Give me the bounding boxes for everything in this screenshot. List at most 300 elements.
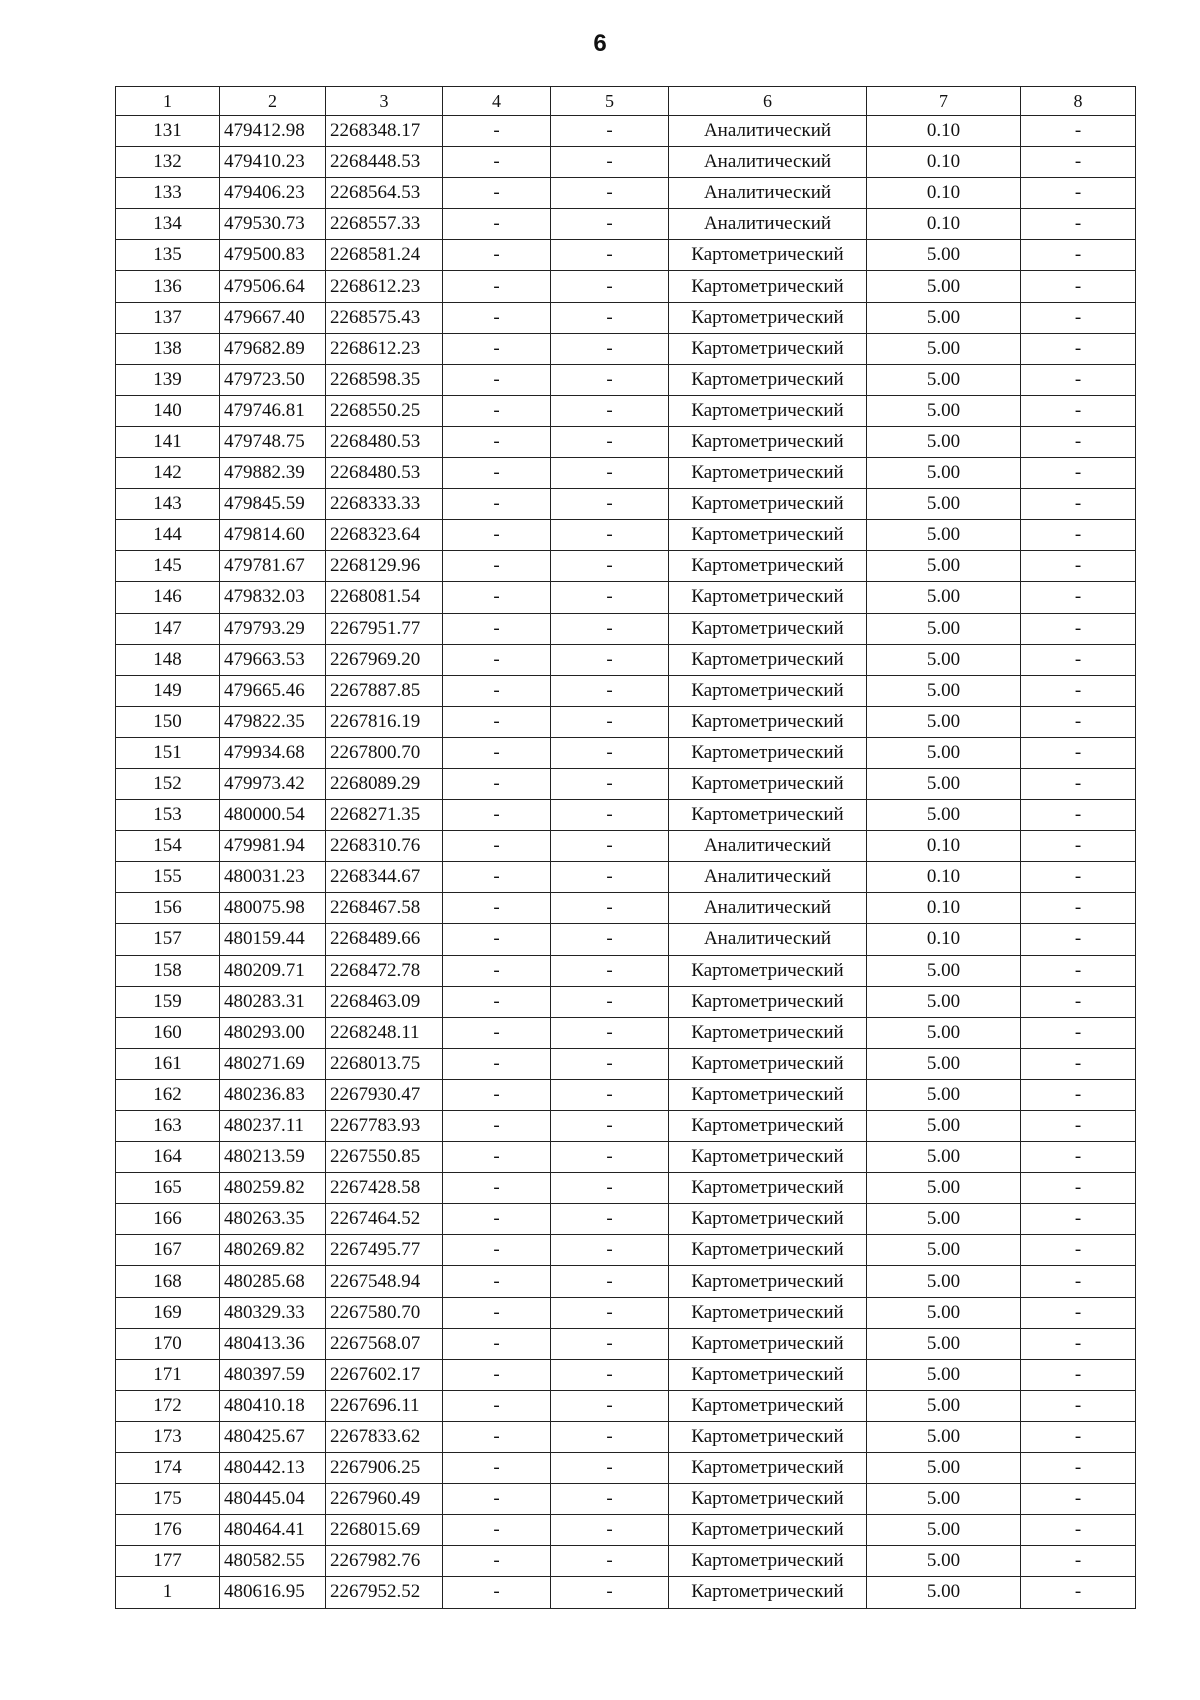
accuracy-cell: 5.00 <box>867 302 1021 333</box>
accuracy-cell: 0.10 <box>867 178 1021 209</box>
method-cell: Аналитический <box>669 116 867 147</box>
accuracy-cell: 5.00 <box>867 1048 1021 1079</box>
col4-cell: - <box>443 240 551 271</box>
col5-cell: - <box>551 489 669 520</box>
col8-cell: - <box>1021 924 1136 955</box>
point-number-cell: 143 <box>116 489 220 520</box>
accuracy-cell: 5.00 <box>867 986 1021 1017</box>
table-header-row <box>116 87 1136 116</box>
col5-cell: - <box>551 924 669 955</box>
col8-cell: - <box>1021 831 1136 862</box>
y-coordinate-cell: 2267887.85 <box>326 675 443 706</box>
y-coordinate-cell: 2268557.33 <box>326 209 443 240</box>
col4-cell: - <box>443 551 551 582</box>
col4-cell: - <box>443 302 551 333</box>
accuracy-cell: 5.00 <box>867 1390 1021 1421</box>
col8-cell: - <box>1021 364 1136 395</box>
col5-cell: - <box>551 582 669 613</box>
method-cell: Картометрический <box>669 1235 867 1266</box>
x-coordinate-cell: 480616.95 <box>220 1577 326 1608</box>
col8-cell: - <box>1021 1048 1136 1079</box>
col8-cell: - <box>1021 706 1136 737</box>
table-row <box>116 333 1136 364</box>
col4-cell: - <box>443 1266 551 1297</box>
point-number-cell: 132 <box>116 147 220 178</box>
col8-cell: - <box>1021 1017 1136 1048</box>
x-coordinate-cell: 479500.83 <box>220 240 326 271</box>
method-cell: Картометрический <box>669 675 867 706</box>
point-number-cell: 153 <box>116 800 220 831</box>
table-row <box>116 240 1136 271</box>
method-cell: Картометрический <box>669 1577 867 1608</box>
point-number-cell: 134 <box>116 209 220 240</box>
table-row <box>116 271 1136 302</box>
col8-cell: - <box>1021 1328 1136 1359</box>
y-coordinate-cell: 2268612.23 <box>326 271 443 302</box>
col4-cell: - <box>443 644 551 675</box>
x-coordinate-cell: 480582.55 <box>220 1546 326 1577</box>
header-cell: 2 <box>220 87 326 116</box>
col8-cell: - <box>1021 116 1136 147</box>
col5-cell: - <box>551 1048 669 1079</box>
table-row <box>116 1546 1136 1577</box>
point-number-cell: 138 <box>116 333 220 364</box>
y-coordinate-cell: 2268467.58 <box>326 893 443 924</box>
accuracy-cell: 0.10 <box>867 116 1021 147</box>
x-coordinate-cell: 479682.89 <box>220 333 326 364</box>
method-cell: Картометрический <box>669 1204 867 1235</box>
method-cell: Картометрический <box>669 955 867 986</box>
table-row <box>116 1079 1136 1110</box>
table-row <box>116 426 1136 457</box>
x-coordinate-cell: 480263.35 <box>220 1204 326 1235</box>
y-coordinate-cell: 2268575.43 <box>326 302 443 333</box>
col4-cell: - <box>443 1235 551 1266</box>
col5-cell: - <box>551 1359 669 1390</box>
x-coordinate-cell: 480271.69 <box>220 1048 326 1079</box>
table-row <box>116 489 1136 520</box>
method-cell: Аналитический <box>669 924 867 955</box>
point-number-cell: 162 <box>116 1079 220 1110</box>
accuracy-cell: 5.00 <box>867 1142 1021 1173</box>
accuracy-cell: 5.00 <box>867 1484 1021 1515</box>
table-row <box>116 831 1136 862</box>
x-coordinate-cell: 479781.67 <box>220 551 326 582</box>
header-cell: 6 <box>669 87 867 116</box>
table-row <box>116 644 1136 675</box>
point-number-cell: 150 <box>116 706 220 737</box>
col8-cell: - <box>1021 1235 1136 1266</box>
y-coordinate-cell: 2267580.70 <box>326 1297 443 1328</box>
col8-cell: - <box>1021 768 1136 799</box>
col5-cell: - <box>551 1453 669 1484</box>
accuracy-cell: 0.10 <box>867 147 1021 178</box>
point-number-cell: 1 <box>116 1577 220 1608</box>
x-coordinate-cell: 479832.03 <box>220 582 326 613</box>
y-coordinate-cell: 2268081.54 <box>326 582 443 613</box>
col5-cell: - <box>551 1079 669 1110</box>
point-number-cell: 169 <box>116 1297 220 1328</box>
x-coordinate-cell: 479723.50 <box>220 364 326 395</box>
col4-cell: - <box>443 1515 551 1546</box>
method-cell: Картометрический <box>669 489 867 520</box>
col8-cell: - <box>1021 1297 1136 1328</box>
method-cell: Аналитический <box>669 178 867 209</box>
y-coordinate-cell: 2268480.53 <box>326 426 443 457</box>
method-cell: Картометрический <box>669 333 867 364</box>
table-row <box>116 706 1136 737</box>
y-coordinate-cell: 2267930.47 <box>326 1079 443 1110</box>
table-row <box>116 178 1136 209</box>
method-cell: Картометрический <box>669 800 867 831</box>
col4-cell: - <box>443 116 551 147</box>
point-number-cell: 155 <box>116 862 220 893</box>
method-cell: Картометрический <box>669 395 867 426</box>
col5-cell: - <box>551 1328 669 1359</box>
x-coordinate-cell: 479845.59 <box>220 489 326 520</box>
col4-cell: - <box>443 1173 551 1204</box>
x-coordinate-cell: 479934.68 <box>220 737 326 768</box>
y-coordinate-cell: 2268448.53 <box>326 147 443 178</box>
table-row <box>116 1111 1136 1142</box>
accuracy-cell: 5.00 <box>867 1515 1021 1546</box>
col5-cell: - <box>551 551 669 582</box>
col4-cell: - <box>443 1328 551 1359</box>
col5-cell: - <box>551 893 669 924</box>
accuracy-cell: 5.00 <box>867 768 1021 799</box>
table-row <box>116 364 1136 395</box>
col8-cell: - <box>1021 1173 1136 1204</box>
col8-cell: - <box>1021 893 1136 924</box>
x-coordinate-cell: 480293.00 <box>220 1017 326 1048</box>
y-coordinate-cell: 2268550.25 <box>326 395 443 426</box>
y-coordinate-cell: 2268581.24 <box>326 240 443 271</box>
method-cell: Картометрический <box>669 1515 867 1546</box>
x-coordinate-cell: 480213.59 <box>220 1142 326 1173</box>
col8-cell: - <box>1021 613 1136 644</box>
col8-cell: - <box>1021 1111 1136 1142</box>
y-coordinate-cell: 2267951.77 <box>326 613 443 644</box>
col4-cell: - <box>443 1079 551 1110</box>
col5-cell: - <box>551 426 669 457</box>
accuracy-cell: 5.00 <box>867 1359 1021 1390</box>
col8-cell: - <box>1021 800 1136 831</box>
x-coordinate-cell: 480442.13 <box>220 1453 326 1484</box>
accuracy-cell: 0.10 <box>867 209 1021 240</box>
y-coordinate-cell: 2268489.66 <box>326 924 443 955</box>
table-row <box>116 1204 1136 1235</box>
x-coordinate-cell: 479663.53 <box>220 644 326 675</box>
x-coordinate-cell: 480236.83 <box>220 1079 326 1110</box>
method-cell: Аналитический <box>669 862 867 893</box>
x-coordinate-cell: 480397.59 <box>220 1359 326 1390</box>
col5-cell: - <box>551 613 669 644</box>
col5-cell: - <box>551 1577 669 1608</box>
col4-cell: - <box>443 924 551 955</box>
y-coordinate-cell: 2268333.33 <box>326 489 443 520</box>
col8-cell: - <box>1021 1546 1136 1577</box>
col4-cell: - <box>443 768 551 799</box>
header-cell: 4 <box>443 87 551 116</box>
y-coordinate-cell: 2268248.11 <box>326 1017 443 1048</box>
method-cell: Картометрический <box>669 1390 867 1421</box>
accuracy-cell: 5.00 <box>867 582 1021 613</box>
col8-cell: - <box>1021 955 1136 986</box>
accuracy-cell: 5.00 <box>867 955 1021 986</box>
table-row <box>116 1235 1136 1266</box>
x-coordinate-cell: 480425.67 <box>220 1421 326 1452</box>
method-cell: Аналитический <box>669 893 867 924</box>
col5-cell: - <box>551 1235 669 1266</box>
col4-cell: - <box>443 395 551 426</box>
point-number-cell: 156 <box>116 893 220 924</box>
accuracy-cell: 5.00 <box>867 1235 1021 1266</box>
col4-cell: - <box>443 1390 551 1421</box>
method-cell: Картометрический <box>669 551 867 582</box>
point-number-cell: 175 <box>116 1484 220 1515</box>
point-number-cell: 154 <box>116 831 220 862</box>
x-coordinate-cell: 479506.64 <box>220 271 326 302</box>
col5-cell: - <box>551 147 669 178</box>
point-number-cell: 149 <box>116 675 220 706</box>
col4-cell: - <box>443 1421 551 1452</box>
col4-cell: - <box>443 1204 551 1235</box>
method-cell: Аналитический <box>669 831 867 862</box>
table-row <box>116 1390 1136 1421</box>
col8-cell: - <box>1021 1142 1136 1173</box>
point-number-cell: 164 <box>116 1142 220 1173</box>
method-cell: Картометрический <box>669 1359 867 1390</box>
y-coordinate-cell: 2267960.49 <box>326 1484 443 1515</box>
table-row <box>116 924 1136 955</box>
y-coordinate-cell: 2267800.70 <box>326 737 443 768</box>
col5-cell: - <box>551 302 669 333</box>
x-coordinate-cell: 479410.23 <box>220 147 326 178</box>
accuracy-cell: 5.00 <box>867 1421 1021 1452</box>
col4-cell: - <box>443 737 551 768</box>
method-cell: Картометрический <box>669 271 867 302</box>
col5-cell: - <box>551 862 669 893</box>
table-row <box>116 582 1136 613</box>
col8-cell: - <box>1021 582 1136 613</box>
x-coordinate-cell: 480237.11 <box>220 1111 326 1142</box>
point-number-cell: 140 <box>116 395 220 426</box>
table-row <box>116 1048 1136 1079</box>
point-number-cell: 159 <box>116 986 220 1017</box>
col4-cell: - <box>443 1297 551 1328</box>
method-cell: Картометрический <box>669 644 867 675</box>
y-coordinate-cell: 2267952.52 <box>326 1577 443 1608</box>
col5-cell: - <box>551 675 669 706</box>
col4-cell: - <box>443 489 551 520</box>
y-coordinate-cell: 2267906.25 <box>326 1453 443 1484</box>
y-coordinate-cell: 2267602.17 <box>326 1359 443 1390</box>
x-coordinate-cell: 479882.39 <box>220 458 326 489</box>
header-cell: 1 <box>116 87 220 116</box>
col5-cell: - <box>551 800 669 831</box>
col8-cell: - <box>1021 395 1136 426</box>
y-coordinate-cell: 2268463.09 <box>326 986 443 1017</box>
col8-cell: - <box>1021 1515 1136 1546</box>
x-coordinate-cell: 480285.68 <box>220 1266 326 1297</box>
col8-cell: - <box>1021 489 1136 520</box>
col5-cell: - <box>551 1266 669 1297</box>
x-coordinate-cell: 479981.94 <box>220 831 326 862</box>
table-row <box>116 862 1136 893</box>
method-cell: Картометрический <box>669 582 867 613</box>
x-coordinate-cell: 480464.41 <box>220 1515 326 1546</box>
accuracy-cell: 5.00 <box>867 364 1021 395</box>
col8-cell: - <box>1021 302 1136 333</box>
col4-cell: - <box>443 1359 551 1390</box>
x-coordinate-cell: 479793.29 <box>220 613 326 644</box>
method-cell: Картометрический <box>669 1017 867 1048</box>
point-number-cell: 173 <box>116 1421 220 1452</box>
col4-cell: - <box>443 1048 551 1079</box>
col8-cell: - <box>1021 520 1136 551</box>
col8-cell: - <box>1021 1204 1136 1235</box>
method-cell: Картометрический <box>669 1266 867 1297</box>
col5-cell: - <box>551 240 669 271</box>
y-coordinate-cell: 2267550.85 <box>326 1142 443 1173</box>
accuracy-cell: 0.10 <box>867 924 1021 955</box>
y-coordinate-cell: 2268323.64 <box>326 520 443 551</box>
accuracy-cell: 5.00 <box>867 551 1021 582</box>
point-number-cell: 147 <box>116 613 220 644</box>
y-coordinate-cell: 2268480.53 <box>326 458 443 489</box>
y-coordinate-cell: 2267816.19 <box>326 706 443 737</box>
point-number-cell: 177 <box>116 1546 220 1577</box>
y-coordinate-cell: 2267428.58 <box>326 1173 443 1204</box>
x-coordinate-cell: 480259.82 <box>220 1173 326 1204</box>
method-cell: Картометрический <box>669 364 867 395</box>
y-coordinate-cell: 2268344.67 <box>326 862 443 893</box>
table-row <box>116 893 1136 924</box>
col4-cell: - <box>443 271 551 302</box>
col5-cell: - <box>551 831 669 862</box>
x-coordinate-cell: 480413.36 <box>220 1328 326 1359</box>
table-row <box>116 302 1136 333</box>
col4-cell: - <box>443 1142 551 1173</box>
col4-cell: - <box>443 582 551 613</box>
y-coordinate-cell: 2268089.29 <box>326 768 443 799</box>
y-coordinate-cell: 2268310.76 <box>326 831 443 862</box>
col4-cell: - <box>443 178 551 209</box>
col5-cell: - <box>551 706 669 737</box>
point-number-cell: 168 <box>116 1266 220 1297</box>
accuracy-cell: 5.00 <box>867 1297 1021 1328</box>
x-coordinate-cell: 480329.33 <box>220 1297 326 1328</box>
method-cell: Картометрический <box>669 706 867 737</box>
col8-cell: - <box>1021 147 1136 178</box>
point-number-cell: 163 <box>116 1111 220 1142</box>
x-coordinate-cell: 479814.60 <box>220 520 326 551</box>
col4-cell: - <box>443 955 551 986</box>
table-row <box>116 147 1136 178</box>
accuracy-cell: 5.00 <box>867 395 1021 426</box>
accuracy-cell: 5.00 <box>867 1328 1021 1359</box>
col8-cell: - <box>1021 333 1136 364</box>
table-row <box>116 1297 1136 1328</box>
point-number-cell: 158 <box>116 955 220 986</box>
method-cell: Картометрический <box>669 1453 867 1484</box>
col5-cell: - <box>551 178 669 209</box>
accuracy-cell: 5.00 <box>867 706 1021 737</box>
header-cell: 3 <box>326 87 443 116</box>
col5-cell: - <box>551 1421 669 1452</box>
col4-cell: - <box>443 458 551 489</box>
x-coordinate-cell: 480075.98 <box>220 893 326 924</box>
col8-cell: - <box>1021 1266 1136 1297</box>
point-number-cell: 167 <box>116 1235 220 1266</box>
col8-cell: - <box>1021 1359 1136 1390</box>
col8-cell: - <box>1021 986 1136 1017</box>
y-coordinate-cell: 2268015.69 <box>326 1515 443 1546</box>
col5-cell: - <box>551 1111 669 1142</box>
point-number-cell: 176 <box>116 1515 220 1546</box>
y-coordinate-cell: 2267464.52 <box>326 1204 443 1235</box>
accuracy-cell: 5.00 <box>867 1017 1021 1048</box>
point-number-cell: 131 <box>116 116 220 147</box>
method-cell: Картометрический <box>669 986 867 1017</box>
y-coordinate-cell: 2268348.17 <box>326 116 443 147</box>
accuracy-cell: 5.00 <box>867 1453 1021 1484</box>
col4-cell: - <box>443 675 551 706</box>
y-coordinate-cell: 2268598.35 <box>326 364 443 395</box>
col4-cell: - <box>443 1111 551 1142</box>
col8-cell: - <box>1021 1079 1136 1110</box>
col8-cell: - <box>1021 551 1136 582</box>
accuracy-cell: 5.00 <box>867 613 1021 644</box>
y-coordinate-cell: 2268013.75 <box>326 1048 443 1079</box>
point-number-cell: 142 <box>116 458 220 489</box>
accuracy-cell: 5.00 <box>867 1577 1021 1608</box>
method-cell: Картометрический <box>669 302 867 333</box>
y-coordinate-cell: 2268612.23 <box>326 333 443 364</box>
method-cell: Картометрический <box>669 458 867 489</box>
point-number-cell: 152 <box>116 768 220 799</box>
table-row <box>116 768 1136 799</box>
col5-cell: - <box>551 395 669 426</box>
y-coordinate-cell: 2268271.35 <box>326 800 443 831</box>
table-row <box>116 1142 1136 1173</box>
col4-cell: - <box>443 1546 551 1577</box>
x-coordinate-cell: 479748.75 <box>220 426 326 457</box>
table-row <box>116 1017 1136 1048</box>
table-row <box>116 209 1136 240</box>
x-coordinate-cell: 480283.31 <box>220 986 326 1017</box>
col8-cell: - <box>1021 426 1136 457</box>
point-number-cell: 172 <box>116 1390 220 1421</box>
accuracy-cell: 0.10 <box>867 831 1021 862</box>
x-coordinate-cell: 479822.35 <box>220 706 326 737</box>
x-coordinate-cell: 479530.73 <box>220 209 326 240</box>
table-row <box>116 116 1136 147</box>
col5-cell: - <box>551 209 669 240</box>
point-number-cell: 136 <box>116 271 220 302</box>
method-cell: Картометрический <box>669 1048 867 1079</box>
method-cell: Картометрический <box>669 1142 867 1173</box>
table-row <box>116 1484 1136 1515</box>
method-cell: Картометрический <box>669 613 867 644</box>
col5-cell: - <box>551 955 669 986</box>
y-coordinate-cell: 2267783.93 <box>326 1111 443 1142</box>
col4-cell: - <box>443 613 551 644</box>
accuracy-cell: 0.10 <box>867 862 1021 893</box>
method-cell: Картометрический <box>669 1111 867 1142</box>
col8-cell: - <box>1021 737 1136 768</box>
method-cell: Картометрический <box>669 768 867 799</box>
